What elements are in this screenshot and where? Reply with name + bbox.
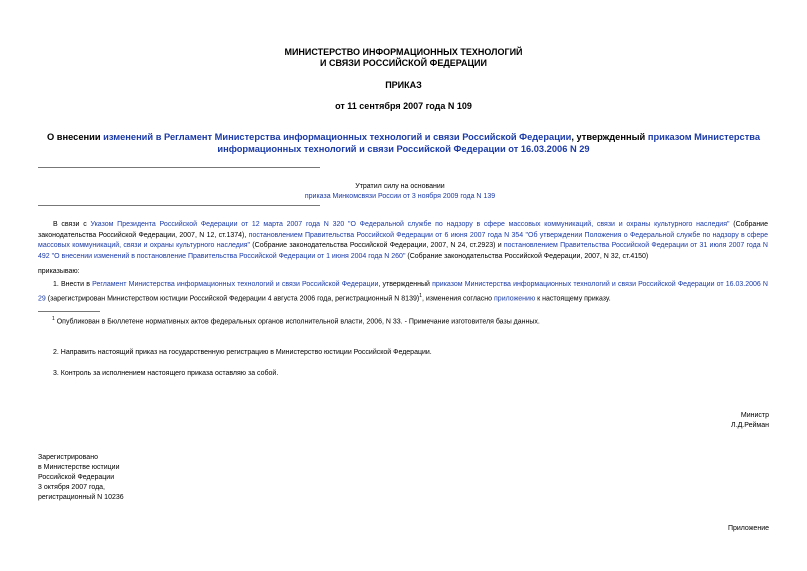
footnote-text: Опубликован в Бюллетене нормативных актов федеральных органов исполнительной власти, 2006, N 33. - Примечание изготовителя базы данных. xyxy=(54,318,540,326)
preamble-text: В связи с xyxy=(53,221,91,228)
resolution-354-link[interactable]: постановлением Правительства Российской Федерации от 6 июня 2007 года N 354 "Об утверждении Положения о Федеральной службе по надзору в сфере массовых коммуникаций, связи и охраны культурного наследия" xyxy=(38,231,768,249)
decree-320-link[interactable]: Указом Президента Российской Федерации от 12 марта 2007 года N 320 "О Федеральной службе по надзору в сфере массовых коммуникаций, связи и охраны культурного наследия" xyxy=(90,221,730,228)
order-29-link[interactable]: приказом Министерства информационных технологий и связи Российской Федерации от 16.03.2006 N 29 xyxy=(38,281,768,302)
document-date-number: от 11 сентября 2007 года N 109 xyxy=(335,101,472,111)
footnote-ref[interactable]: 1 xyxy=(419,292,422,299)
appendix-link[interactable]: приложению xyxy=(494,294,536,302)
divider xyxy=(38,205,320,206)
status-line: Утратил силу на основании xyxy=(355,183,445,190)
status-link-line xyxy=(200,192,600,203)
signature-name: Л.Д.Рейман xyxy=(731,422,769,429)
item-3: 3. Контроль за исполнением настоящего приказа оставляю за собой. xyxy=(53,370,279,377)
preamble-paragraph xyxy=(38,220,768,262)
subject-text: О внесении xyxy=(46,132,104,142)
item-text: 1. Внести в xyxy=(53,281,93,288)
subject-text: , утвержденный xyxy=(571,132,648,142)
order-word: приказываю: xyxy=(38,268,80,275)
item-text: (зарегистрирован Министерством юстиции Российской Федерации 4 августа 2006 года, регистрационный N 8139) xyxy=(45,294,420,302)
preamble-text: (Собрание законодательства Российской Федерации, 2007, N 12, ст.1374), xyxy=(38,221,768,239)
resolution-492-link[interactable]: постановлением Правительства Российской Федерации от 31 июля 2007 года N 492 "О внесении изменений в постановление Правительства Российской Федерации от 1 июня 2004 года N 260" xyxy=(38,242,768,260)
item-1-paragraph xyxy=(38,280,768,304)
ministry-name-line1: МИНИСТЕРСТВО ИНФОРМАЦИОННЫХ ТЕХНОЛОГИЙ xyxy=(284,47,523,57)
order-29-link[interactable]: приказом Министерства информационных технологий и связи Российской Федерации от 16.03.2006 N 29 xyxy=(217,132,761,154)
registration-line: в Министерстве юстиции xyxy=(38,464,120,471)
item-2: 2. Направить настоящий приказ на государственную регистрацию в Министерство юстиции Российской Федерации. xyxy=(53,349,432,356)
document-subject xyxy=(38,131,769,155)
regulation-link[interactable]: Регламент Министерства информационных технологий и связи Российской Федерации xyxy=(92,281,379,288)
divider xyxy=(38,167,320,168)
footnote-divider xyxy=(38,311,100,312)
item-text: , утвержденный xyxy=(378,281,433,288)
ministry-name-line2: И СВЯЗИ РОССИЙСКОЙ ФЕДЕРАЦИИ xyxy=(320,58,487,68)
item-text: , изменения согласно xyxy=(421,294,495,302)
preamble-text: (Собрание законодательства Российской Федерации, 2007, N 24, ст.2923) и xyxy=(250,242,504,249)
item-text: к настоящему приказу. xyxy=(535,294,611,302)
registration-line: Зарегистрировано xyxy=(38,454,98,461)
signature-position: Министр xyxy=(740,412,769,419)
preamble-text: (Собрание законодательства Российской Федерации, 2007, N 32, ст.4150) xyxy=(405,252,649,260)
regulation-link[interactable]: изменений в Регламент Министерства информационных технологий и связи Российской Федерации xyxy=(103,132,572,142)
registration-line: регистрационный N 10236 xyxy=(38,494,124,501)
document-type: ПРИКАЗ xyxy=(385,80,422,90)
registration-line: 3 октября 2007 года, xyxy=(38,484,106,491)
registration-line: Российской Федерации xyxy=(38,474,115,481)
appendix-label: Приложение xyxy=(727,525,769,532)
repeal-order-link[interactable]: приказа Минкомсвязи России от 3 ноября 2009 года N 139 xyxy=(304,193,496,200)
footnote xyxy=(52,314,540,328)
footnote-mark: 1 xyxy=(52,316,55,322)
